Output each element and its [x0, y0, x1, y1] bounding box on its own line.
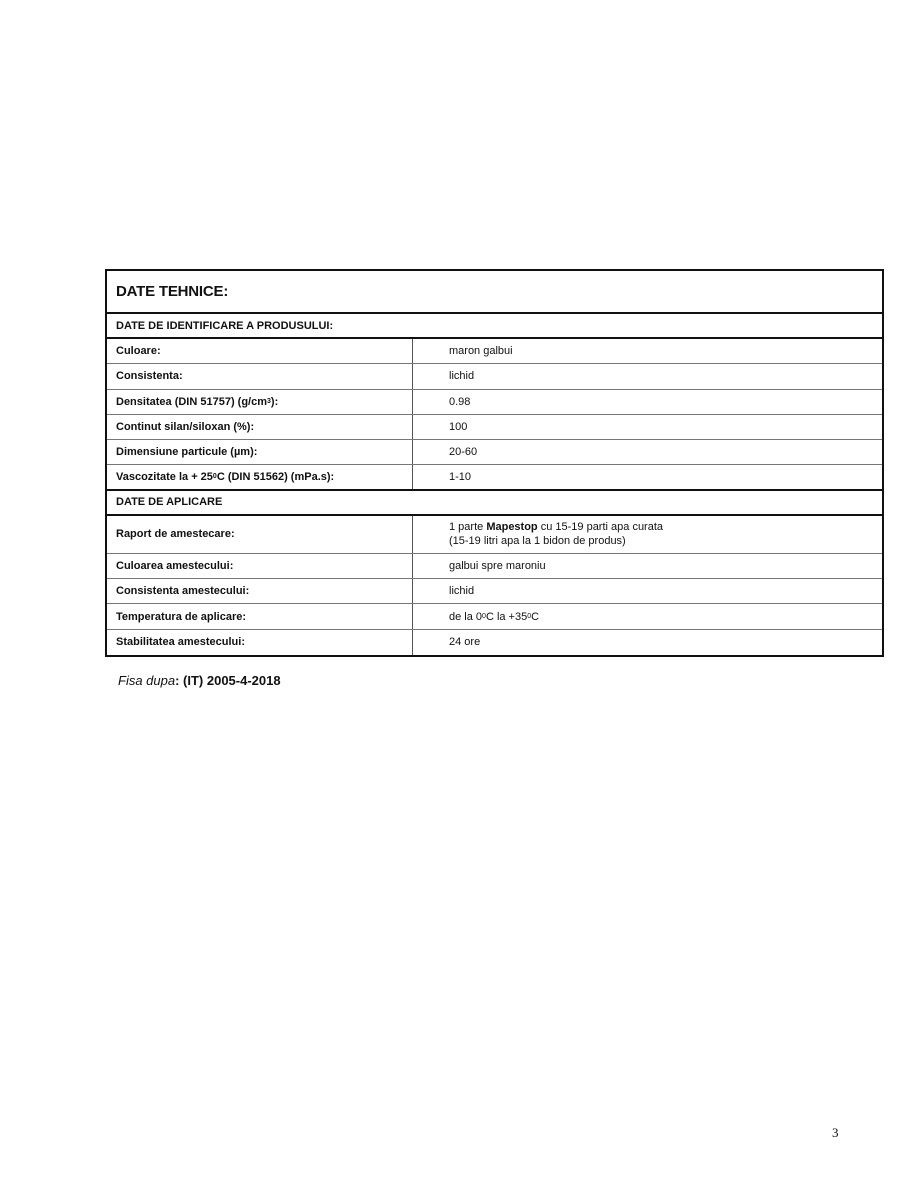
row-label: Stabilitatea amestecului:	[107, 630, 413, 655]
row-value: 100	[449, 421, 468, 434]
source-note	[118, 673, 281, 688]
value-text: 1 parte	[449, 521, 487, 534]
row-label: Raport de amestecare:	[107, 516, 413, 553]
row-label: Consistenta amestecului:	[107, 579, 413, 603]
row-label: Vascozitate la + 25 0 C (DIN 51562) (mPa.s):	[107, 465, 413, 488]
row-value: maron galbui	[449, 345, 513, 358]
table-row	[107, 554, 882, 579]
row-label: Densitatea (DIN 51757) (g/cm 3 ):	[107, 390, 413, 414]
table-row	[107, 440, 882, 465]
label-text: Densitatea (DIN 51757) (g/cm	[116, 395, 267, 408]
label-text: Vascozitate la + 25	[116, 471, 213, 484]
table-row	[107, 604, 882, 629]
row-label: Temperatura de aplicare:	[107, 604, 413, 628]
table-title: DATE TEHNICE:	[107, 271, 882, 314]
table-row	[107, 339, 882, 364]
technical-data-table	[105, 269, 884, 657]
value-text: C la +35	[485, 610, 528, 623]
label-text: C (DIN 51562) (mPa.s):	[216, 471, 335, 484]
table-row	[107, 579, 882, 604]
row-value: de la 0 0 C la +35 0 C	[449, 610, 540, 623]
table-row	[107, 630, 882, 655]
row-label: Culoare:	[107, 339, 413, 363]
row-label: Consistenta:	[107, 364, 413, 388]
row-value: lichid	[449, 370, 475, 383]
row-value: 1-10	[449, 471, 472, 484]
page-number: 3	[832, 1125, 839, 1140]
section-heading-application: DATE DE APLICARE	[107, 491, 882, 516]
table-row	[107, 364, 882, 389]
table-row	[107, 415, 882, 440]
row-label: Dimensiune particule (µm):	[107, 440, 413, 464]
label-text: ):	[270, 395, 279, 408]
table-row	[107, 390, 882, 415]
row-value: 0.98	[449, 395, 471, 408]
source-note-label: Fisa dupa	[118, 673, 176, 688]
value-text: C	[531, 610, 540, 623]
source-note-value: : (IT) 2005-4-2018	[175, 673, 281, 688]
value-text: cu 15-19 parti apa curata	[537, 521, 664, 534]
row-value: 20-60	[449, 446, 478, 459]
row-label: Continut silan/siloxan (%):	[107, 415, 413, 439]
section-heading-identification: DATE DE IDENTIFICARE A PRODUSULUI:	[107, 314, 882, 339]
table-row	[107, 516, 882, 554]
row-value: 24 ore	[449, 636, 481, 649]
value-text-line2: (15-19 litri apa la 1 bidon de produs)	[449, 535, 626, 548]
value-text: de la 0	[449, 610, 483, 623]
product-name: Mapestop	[486, 521, 538, 534]
row-value: lichid	[449, 585, 475, 598]
row-value	[413, 516, 882, 553]
row-value: galbui spre maroniu	[449, 559, 546, 572]
table-row	[107, 465, 882, 490]
row-label: Culoarea amestecului:	[107, 554, 413, 578]
